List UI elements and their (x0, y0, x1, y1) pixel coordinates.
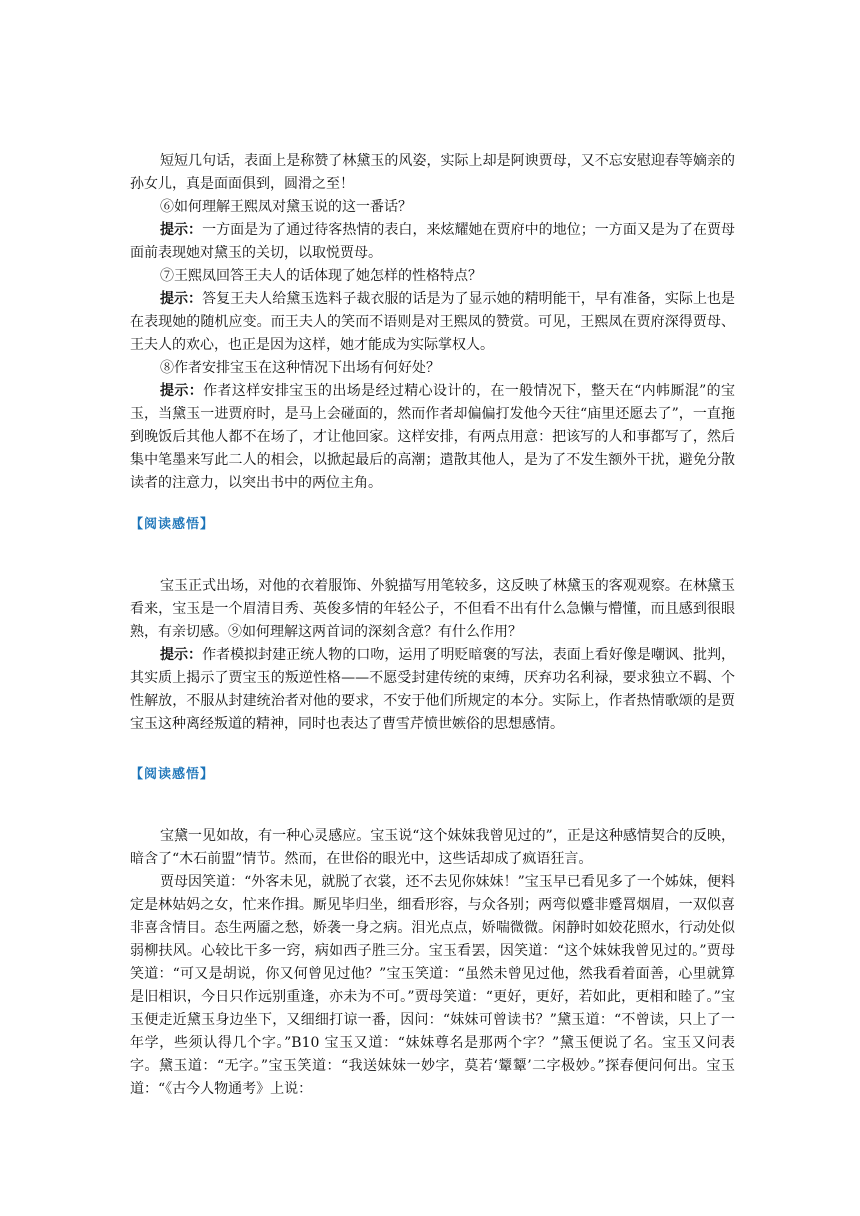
hint-label: 提示： (160, 222, 203, 238)
hint-label: 提示： (160, 383, 204, 399)
reading-insight-heading: 【阅读感悟】 (130, 767, 215, 782)
question-6: ⑥如何理解王熙凤对黛玉说的这一番话？ (160, 199, 412, 215)
answer-text: 一方面是为了通过待客热情的表白，来炫耀她在贾府中的地位；一方面又是为了在贾母面前表现她对黛玉的关切，以取悦贾母。 (130, 222, 736, 261)
paragraph: 宝黛一见如故，有一种心灵感应。宝玉说“这个妹妹我曾见过的”，正是这种感情契合的反映，暗含了“木石前盟”情节。然而，在世俗的眼光中，这些话却成了疯语狂言。 (130, 828, 735, 867)
reading-insight-heading: 【阅读感悟】 (130, 517, 215, 532)
question-7: ⑦王熙凤回答王夫人的话体现了她怎样的性格特点？ (160, 268, 482, 284)
answer-9 (130, 644, 735, 736)
paragraph: 短短几句话，表面上是称赞了林黛玉的风姿，实际上却是阿谀贾母，又不忘安慰迎春等嫡亲的孙女儿，真是面面俱到，圆滑之至！ (130, 153, 735, 192)
section-baoyu-appearance (130, 575, 735, 736)
answer-text: 作者这样安排宝玉的出场是经过精心设计的，在一般情况下，整天在“内帏厮混”的宝玉，当黛玉一进贾府时，是马上会碰面的，然而作者却偏偏打发他今天往“庙里还愿去了”，一直拖到晚饭后其他人都不在场了，才让他回家。这样安排，有两点用意：把该写的人和事都写了，然后集中笔墨来写此二人的相会，以掀起最后的高潮；遣散其他人，是为了不发生额外干扰，避免分散读者的注意力，以突出书中的两位主角。 (130, 383, 736, 491)
section-analysis-wang-xifeng (130, 150, 735, 495)
paragraph: 宝玉正式出场，对他的衣着服饰、外貌描写用笔较多，这反映了林黛玉的客观观察。在林黛玉看来，宝玉是一个眉清目秀、英俊多情的年轻公子，不但看不出有什么急懒与懵懂，而且感到很眼熟，有亲切感。⑨如何理解这两首词的深刻含意？有什么作用？ (130, 578, 735, 640)
answer-8 (130, 380, 735, 495)
hint-label: 提示： (160, 647, 203, 663)
answer-text: 答复王夫人给黛玉选料子裁衣服的话是为了显示她的精明能干，早有准备，实际上也是在表现她的随机应变。而王夫人的笑而不语则是对王熙凤的赞赏。可见，王熙凤在贾府深得贾母、王夫人的欢心，也正是因为这样，她才能成为实际掌权人。 (130, 291, 736, 353)
section-baoyu-daiyu-meeting (130, 825, 735, 1101)
answer-text: 作者模拟封建正统人物的口吻，运用了明贬暗褒的写法，表面上看好像是嘲讽、批判，其实质上揭示了贾宝玉的叛逆性格——不愿受封建传统的束缚，厌弃功名利禄，要求独立不羁、个性解放，不服从封建统治者对他的要求，不安于他们所规定的本分。实际上，作者热情歌颂的是贾宝玉这种离经叛道的精神，同时也表达了曹雪芹愤世嫉俗的思想感情。 (130, 647, 736, 732)
answer-6 (130, 219, 735, 265)
answer-7 (130, 288, 735, 357)
question-8: ⑧作者安排宝玉在这种情况下出场有何好处？ (160, 360, 440, 376)
hint-label: 提示： (160, 291, 203, 307)
paragraph: 贾母因笑道：“外客未见，就脱了衣裳，还不去见你妹妹！”宝玉早已看见多了一个姊妹，便料定是林姑妈之女，忙来作揖。厮见毕归坐，细看形容，与众各别；两弯似蹙非蹙罥烟眉，一双似喜非喜含情目。态生两靥之愁，娇袭一身之病。泪光点点，娇喘微微。闲静时如姣花照水，行动处似弱柳扶风。心较比干多一窍，病如西子胜三分。宝玉看罢，因笑道：“这个妹妹我曾见过的。”贾母笑道：“可又是胡说，你又何曾见过他？”宝玉笑道：“虽然未曾见过他，然我看着面善，心里就算是旧相识，今日只作远别重逢，亦未为不可。”贾母笑道：“更好，更好，若如此，更相和睦了。”宝玉便走近黛玉身边坐下，又细细打谅一番，因问：“妹妹可曾读书？”黛玉道：“不曾读，只上了一年学，些须认得几个字。”B10 宝玉又道：“妹妹尊名是那两个字？”黛玉便说了名。宝玉又问表字。黛玉道：“无字。”宝玉笑道：“我送妹妹一妙字，莫若‘颦颦’二字极妙。”探春便问何出。宝玉道：“《古今人物通考》上说： (130, 874, 735, 1097)
